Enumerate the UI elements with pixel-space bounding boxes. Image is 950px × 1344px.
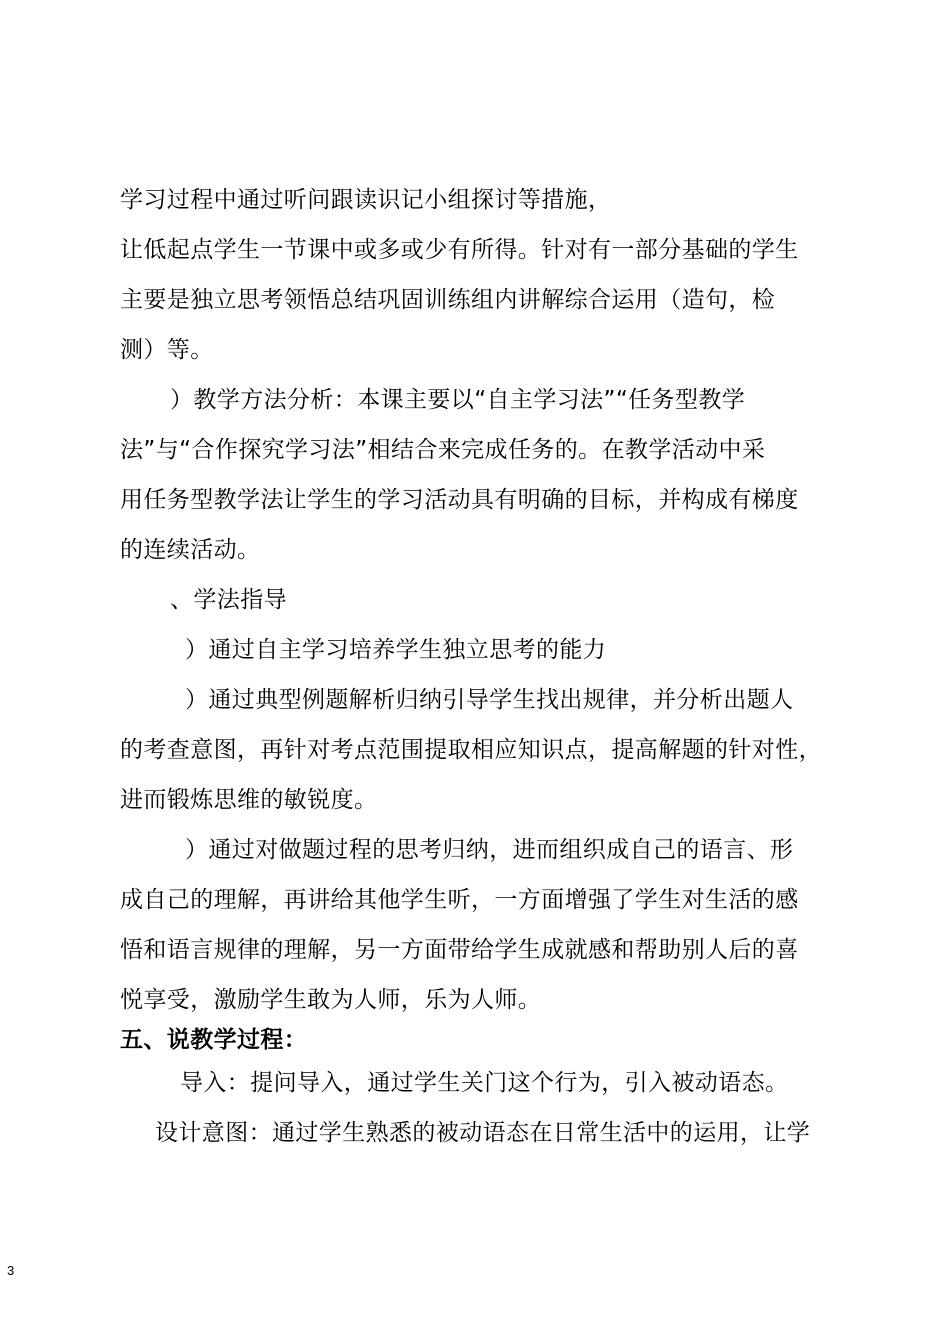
page-number: 3 — [7, 1263, 15, 1278]
paragraph-line: 主要是独立思考领悟总结巩固训练组内讲解综合运用（造句，检 — [120, 287, 776, 313]
paragraph-line: 用任务型教学法让学生的学习活动具有明确的目标，并构成有梯度 — [120, 487, 799, 513]
subsection-heading: 、学法指导 — [170, 587, 287, 613]
paragraph-line: 测）等。 — [120, 337, 214, 363]
paragraph-line: 悦享受，激励学生敢为人师，乐为人师。 — [120, 987, 542, 1013]
paragraph-line: 导入：提问导入，通过学生关门这个行为，引入被动语态。 — [180, 1070, 789, 1096]
paragraph-line: 学习过程中通过听问跟读识记小组探讨等措施， — [120, 187, 612, 213]
paragraph-line: 让低起点学生一节课中或多或少有所得。针对有一部分基础的学生 — [120, 237, 799, 263]
section-heading: 五、说教学过程： — [120, 1027, 308, 1053]
paragraph-line: ）通过自主学习培养学生独立思考的能力 — [185, 637, 607, 663]
paragraph-line: 设计意图：通过学生熟悉的被动语态在日常生活中的运用，让学 — [155, 1120, 811, 1146]
paragraph-line: 法”与“合作探究学习法”相结合来完成任务的。在教学活动中采 — [120, 437, 766, 463]
paragraph-line: ）通过典型例题解析归纳引导学生找出规律，并分析出题人 — [185, 687, 794, 713]
paragraph-line: 成自己的理解，再讲给其他学生听，一方面增强了学生对生活的感 — [120, 887, 799, 913]
paragraph-line: 悟和语言规律的理解，另一方面带给学生成就感和帮助别人后的喜 — [120, 937, 799, 963]
paragraph-line: 的考查意图，再针对考点范围提取相应知识点，提高解题的针对性， — [120, 737, 822, 763]
paragraph-line: 的连续活动。 — [120, 537, 261, 563]
paragraph-line: ）通过对做题过程的思考归纳，进而组织成自己的语言、形 — [185, 837, 794, 863]
paragraph-line: 进而锻炼思维的敏锐度。 — [120, 787, 378, 813]
paragraph-line: ）教学方法分析：本课主要以“自主学习法”“任务型教学 — [170, 387, 746, 413]
